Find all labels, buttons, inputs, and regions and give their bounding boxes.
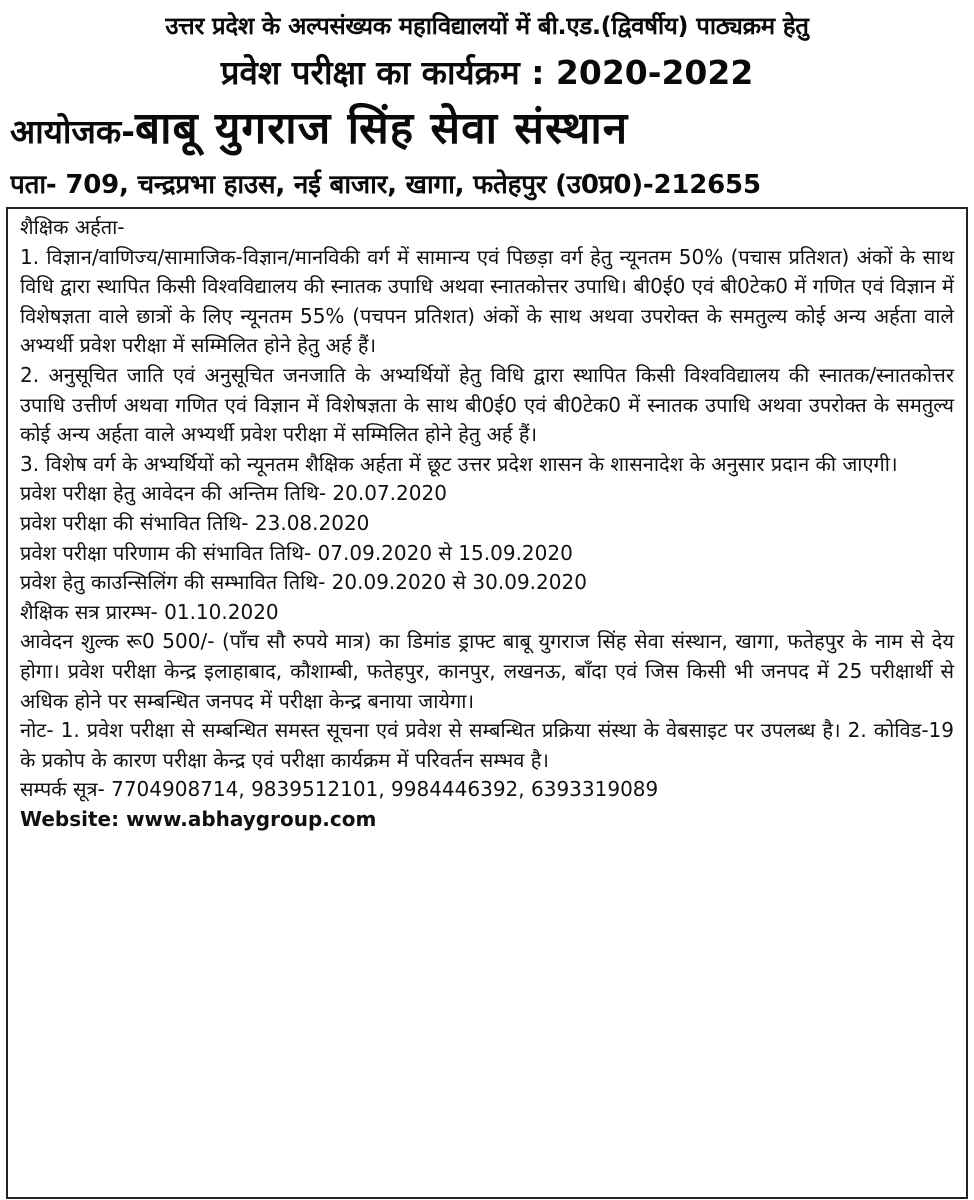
qualification-point-2: 2. अनुसूचित जाति एवं अनुसूचित जनजाति के अभ्यर्थियों हेतु विधि द्वारा स्थापित किसी विश्वविद्यालय की स्नातक/स्नातकोत्तर उपाधि उत्तीर्ण अथवा गणित एवं विज्ञान में विशेषज्ञता के साथ बी0ई0 एवं बी0टेक0 में स्नातक उपाधि अथवा उपरोक्त के समतुल्य कोई अन्य अर्हता वाले अभ्यर्थी प्रवेश परीक्षा में सम्मिलित होने हेतु अर्ह हैं।: [20, 362, 954, 447]
note-text: नोट- 1. प्रवेश परीक्षा से सम्बन्धित समस्त सूचना एवं प्रवेश से सम्बन्धित प्रक्रिया संस्था के वेबसाइट पर उपलब्ध है। 2. कोविड-19 के प्रकोप के कारण परीक्षा केन्द्र एवं परीक्षा कार्यक्रम में परिवर्तन सम्भव है।: [20, 718, 954, 772]
organizer-line: [10, 98, 964, 163]
date-session-start: शैक्षिक सत्र प्रारम्भ- 01.10.2020: [20, 599, 279, 624]
date-last-application: प्रवेश परीक्षा हेतु आवेदन की अन्तिम तिथि- 20.07.2020: [20, 481, 447, 506]
notice-header: [0, 0, 974, 207]
website-link[interactable]: Website: www.abhaygroup.com: [20, 806, 377, 831]
qualification-point-1: 1. विज्ञान/वाणिज्य/सामाजिक-विज्ञान/मानविकी वर्ग में सामान्य एवं पिछड़ा वर्ग हेतु न्यूनतम 50% (पचास प्रतिशत) अंकों के साथ विधि द्वारा स्थापित किसी विश्वविद्यालय की स्नातक उपाधि अथवा स्नातकोत्तर उपाधि। बी0ई0 एवं बी0टेक0 में गणित एवं विज्ञान में विशेषज्ञता वाले छात्रों के लिए न्यूनतम 55% (पचपन प्रतिशत) अंकों के साथ अथवा उपरोक्त के समतुल्य कोई अन्य अर्हता वाले अभ्यर्थी प्रवेश परीक्षा में सम्मिलित होने हेतु अर्ह हैं।: [20, 244, 954, 358]
header-line-1: उत्तर प्रदेश के अल्पसंख्यक महाविद्यालयों में बी.एड.(द्विवर्षीय) पाठ्यक्रम हेतु: [165, 12, 809, 40]
organizer-prefix: आयोजक-: [10, 112, 135, 151]
notice-body-box: [6, 207, 968, 1199]
date-counselling: प्रवेश हेतु काउन्सिलिंग की सम्भावित तिथि- 20.09.2020 से 30.09.2020: [20, 570, 587, 595]
contact-numbers: सम्पर्क सूत्र- 7704908714, 9839512101, 9984446392, 6393319089: [20, 777, 659, 802]
application-fee-text: आवेदन शुल्क रू0 500/- (पाँच सौ रुपये मात्र) का डिमांड ड्राफ्ट बाबू युगराज सिंह सेवा संस्थान, खागा, फतेहपुर के नाम से देय होगा। प्रवेश परीक्षा केन्द्र इलाहाबाद, कौशाम्बी, फतेहपुर, कानपुर, लखनऊ, बाँदा एवं जिस किसी भी जनपद में 25 परीक्षार्थी से अधिक होने पर सम्बन्धित जनपद में परीक्षा केन्द्र बनाया जायेगा।: [20, 629, 954, 713]
organizer-name: बाबू युगराज सिंह सेवा संस्थान: [134, 103, 629, 154]
date-exam: प्रवेश परीक्षा की संभावित तिथि- 23.08.2020: [20, 510, 370, 535]
date-result: प्रवेश परीक्षा परिणाम की संभावित तिथि- 07.09.2020 से 15.09.2020: [20, 540, 573, 565]
qualification-heading: शैक्षिक अर्हता-: [20, 215, 125, 239]
header-line-2: प्रवेश परीक्षा का कार्यक्रम : 2020-2022: [220, 53, 754, 92]
qualification-point-3: 3. विशेष वर्ग के अभ्यर्थियों को न्यूनतम शैक्षिक अर्हता में छूट उत्तर प्रदेश शासन के शासनादेश के अनुसार प्रदान की जाएगी।: [20, 451, 898, 476]
address-line: पता- 709, चन्द्रप्रभा हाउस, नई बाजार, खागा, फतेहपुर (उ0प्र0)-212655: [10, 170, 761, 200]
